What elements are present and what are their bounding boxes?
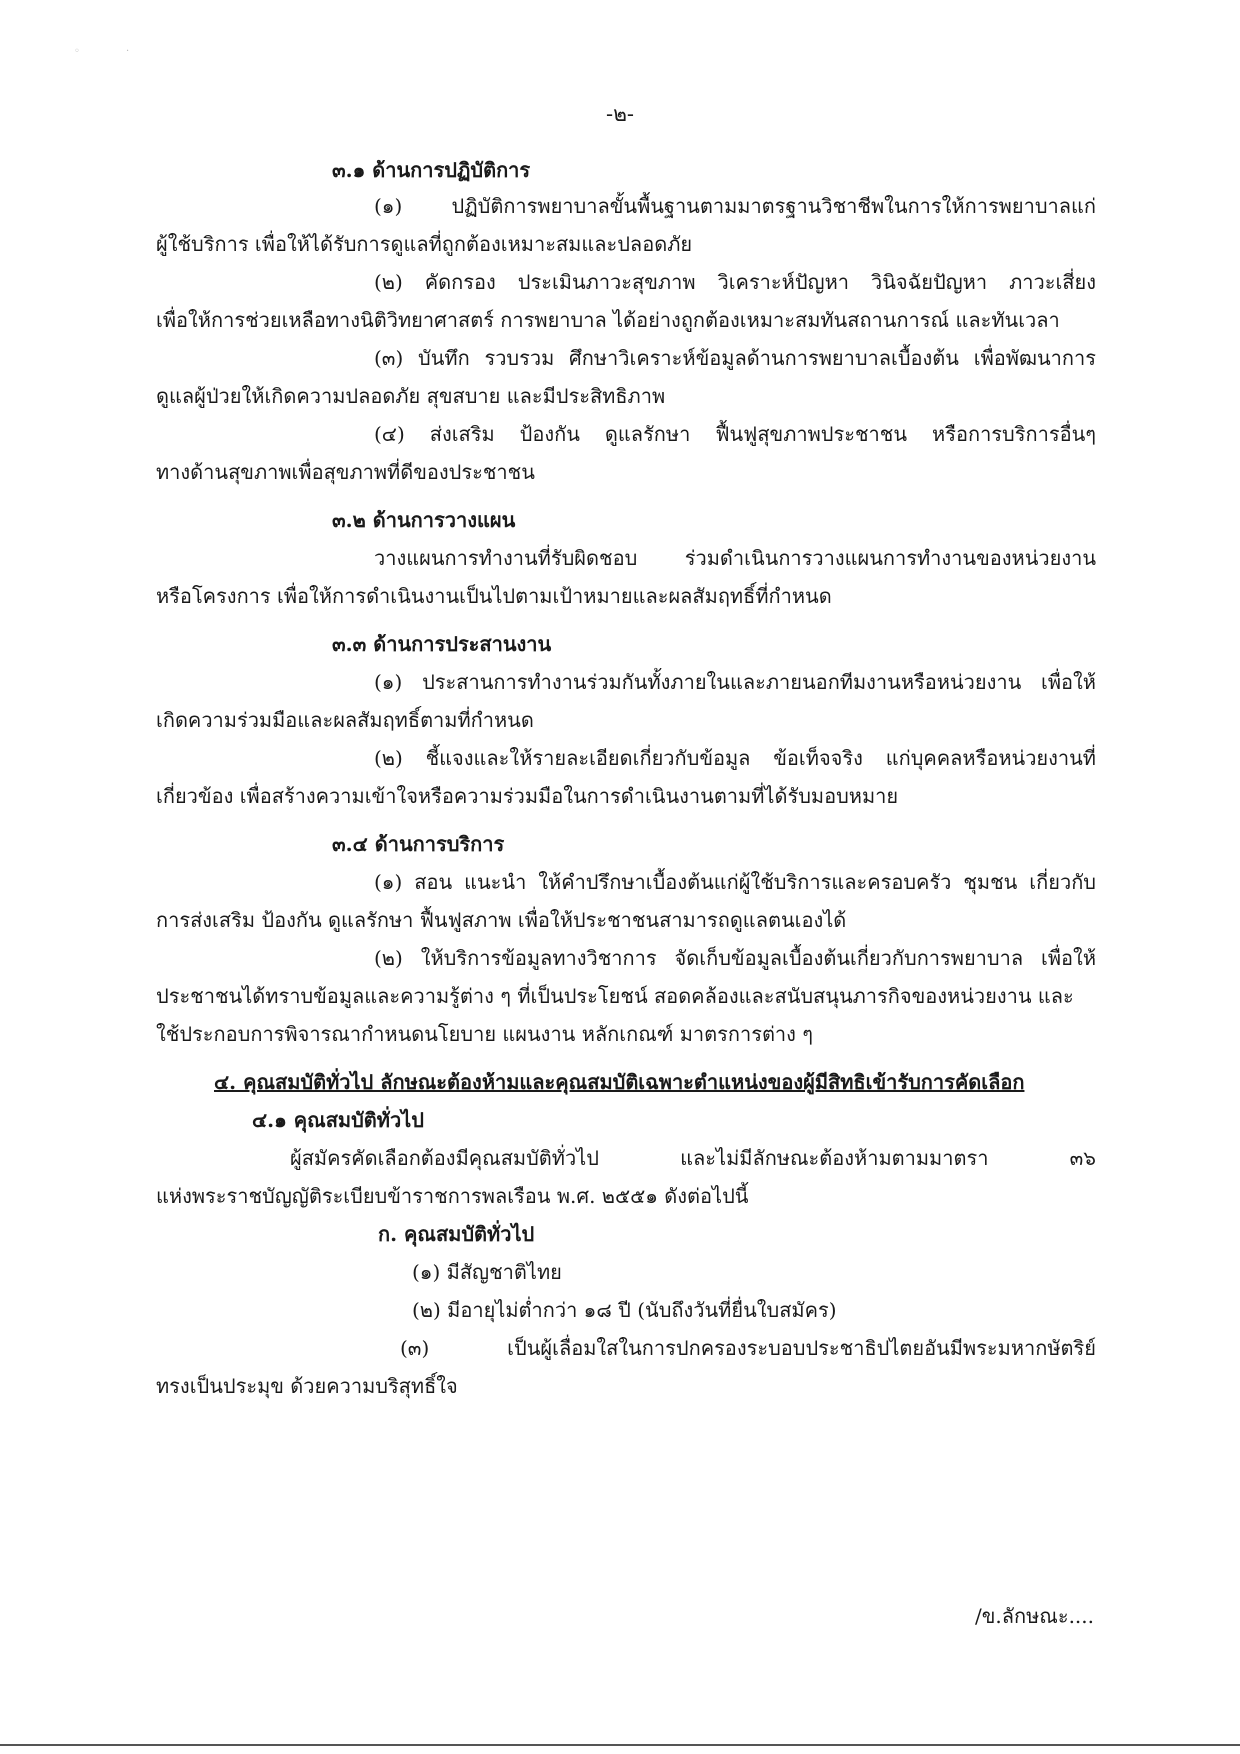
text-line-p8a: (๑) สอน แนะนำ ให้คำปรึกษาเบื้องต้นแก่ผู้ใช้บริการและครอบครัว ชุมชน เกี่ยวกับ [374,870,1096,894]
text-line-p9a: (๒) ให้บริการข้อมูลทางวิชาการ จัดเก็บข้อมูลเบื้องต้นเกี่ยวกับการพยาบาล เพื่อให้ [374,946,1096,970]
text-line-p6b: เกิดความร่วมมือและผลสัมฤทธิ์ตามที่กำหนด [156,708,534,732]
text-line-q1: (๑) มีสัญชาติไทย [412,1260,562,1284]
text-line-ka: ก. คุณสมบัติทั่วไป [378,1222,535,1246]
text-line-s33: ๓.๓ ด้านการประสานงาน [332,632,552,656]
text-line-p1a: (๑) ปฏิบัติการพยาบาลขั้นพื้นฐานตามมาตรฐานวิชาชีพในการให้การพยาบาลแก่ [374,194,1096,218]
text-line-p8b: การส่งเสริม ป้องกัน ดูแลรักษา ฟื้นฟูสภาพ เพื่อให้ประชาชนสามารถดูแลตนเองได้ [156,908,847,932]
text-line-p9b: ประชาชนได้ทราบข้อมูลและความรู้ต่าง ๆ ที่เป็นประโยชน์ สอดคล้องและสนับสนุนภารกิจของหน่วยงาน และ [156,984,1074,1008]
text-line-p10b: แห่งพระราชบัญญัติระเบียบข้าราชการพลเรือน พ.ศ. ๒๕๕๑ ดังต่อไปนี้ [156,1184,749,1208]
text-line-p5b: หรือโครงการ เพื่อให้การดำเนินงานเป็นไปตามเป้าหมายและผลสัมฤทธิ์ที่กำหนด [156,584,832,608]
text-line-q2: (๒) มีอายุไม่ต่ำกว่า ๑๘ ปี (นับถึงวันที่ยื่นใบสมัคร) [412,1298,837,1322]
scan-speck: ◦ [74,46,80,57]
text-line-p7a: (๒) ชี้แจงและให้รายละเอียดเกี่ยวกับข้อมูล ข้อเท็จจริง แก่บุคคลหรือหน่วยงานที่ [374,746,1096,770]
text-line-p3a: (๓) บันทึก รวบรวม ศึกษาวิเคราะห์ข้อมูลด้านการพยาบาลเบื้องต้น เพื่อพัฒนาการ [374,346,1096,370]
scan-edge-line [0,1744,1240,1746]
text-line-p7b: เกี่ยวข้อง เพื่อสร้างความเข้าใจหรือความร่วมมือในการดำเนินงานตามที่ได้รับมอบหมาย [156,784,899,808]
text-line-p4a: (๔) ส่งเสริม ป้องกัน ดูแลรักษา ฟื้นฟูสุขภาพประชาชน หรือการบริการอื่นๆ [374,422,1096,446]
text-line-p6a: (๑) ประสานการทำงานร่วมกันทั้งภายในและภายนอกทีมงานหรือหน่วยงาน เพื่อให้ [374,670,1096,694]
text-line-p9c: ใช้ประกอบการพิจารณากำหนดนโยบาย แผนงาน หลักเกณฑ์ มาตรการต่าง ๆ [156,1022,814,1046]
continuation-note: /ข.ลักษณะ.... [974,1604,1094,1628]
page-number: -๒- [605,102,635,126]
text-line-s41: ๔.๑ คุณสมบัติทั่วไป [252,1108,424,1132]
scan-speck: · [126,46,130,57]
text-line-p2a: (๒) คัดกรอง ประเมินภาวะสุขภาพ วิเคราะห์ปัญหา วินิจฉัยปัญหา ภาวะเสี่ยง [374,270,1096,294]
text-line-s34: ๓.๔ ด้านการบริการ [332,832,505,856]
text-line-p1b: ผู้ใช้บริการ เพื่อให้ได้รับการดูแลที่ถูกต้องเหมาะสมและปลอดภัย [156,232,693,256]
text-line-p5a: วางแผนการทำงานที่รับผิดชอบ ร่วมดำเนินการวางแผนการทำงานของหน่วยงาน [374,546,1096,570]
text-line-s32: ๓.๒ ด้านการวางแผน [332,508,516,532]
text-line-q3a: (๓) เป็นผู้เลื่อมใสในการปกครองระบอบประชาธิปไตยอันมีพระมหากษัตริย์ [400,1336,1096,1360]
text-line-p10a: ผู้สมัครคัดเลือกต้องมีคุณสมบัติทั่วไป และไม่มีลักษณะต้องห้ามตามมาตรา ๓๖ [290,1146,1096,1170]
text-line-p3b: ดูแลผู้ป่วยให้เกิดความปลอดภัย สุขสบาย และมีประสิทธิภาพ [156,384,666,408]
text-line-q3b: ทรงเป็นประมุข ด้วยความบริสุทธิ์ใจ [156,1374,458,1398]
text-line-p2b: เพื่อให้การช่วยเหลือทางนิติวิทยาศาสตร์ การพยาบาล ได้อย่างถูกต้องเหมาะสมทันสถานการณ์ และทันเวลา [156,308,1060,332]
text-line-s4: ๔. คุณสมบัติทั่วไป ลักษณะต้องห้ามและคุณสมบัติเฉพาะตำแหน่งของผู้มีสิทธิเข้ารับการคัดเลือก [214,1070,1025,1094]
text-line-p4b: ทางด้านสุขภาพเพื่อสุขภาพที่ดีของประชาชน [156,460,535,484]
text-line-s31: ๓.๑ ด้านการปฏิบัติการ [332,158,531,182]
